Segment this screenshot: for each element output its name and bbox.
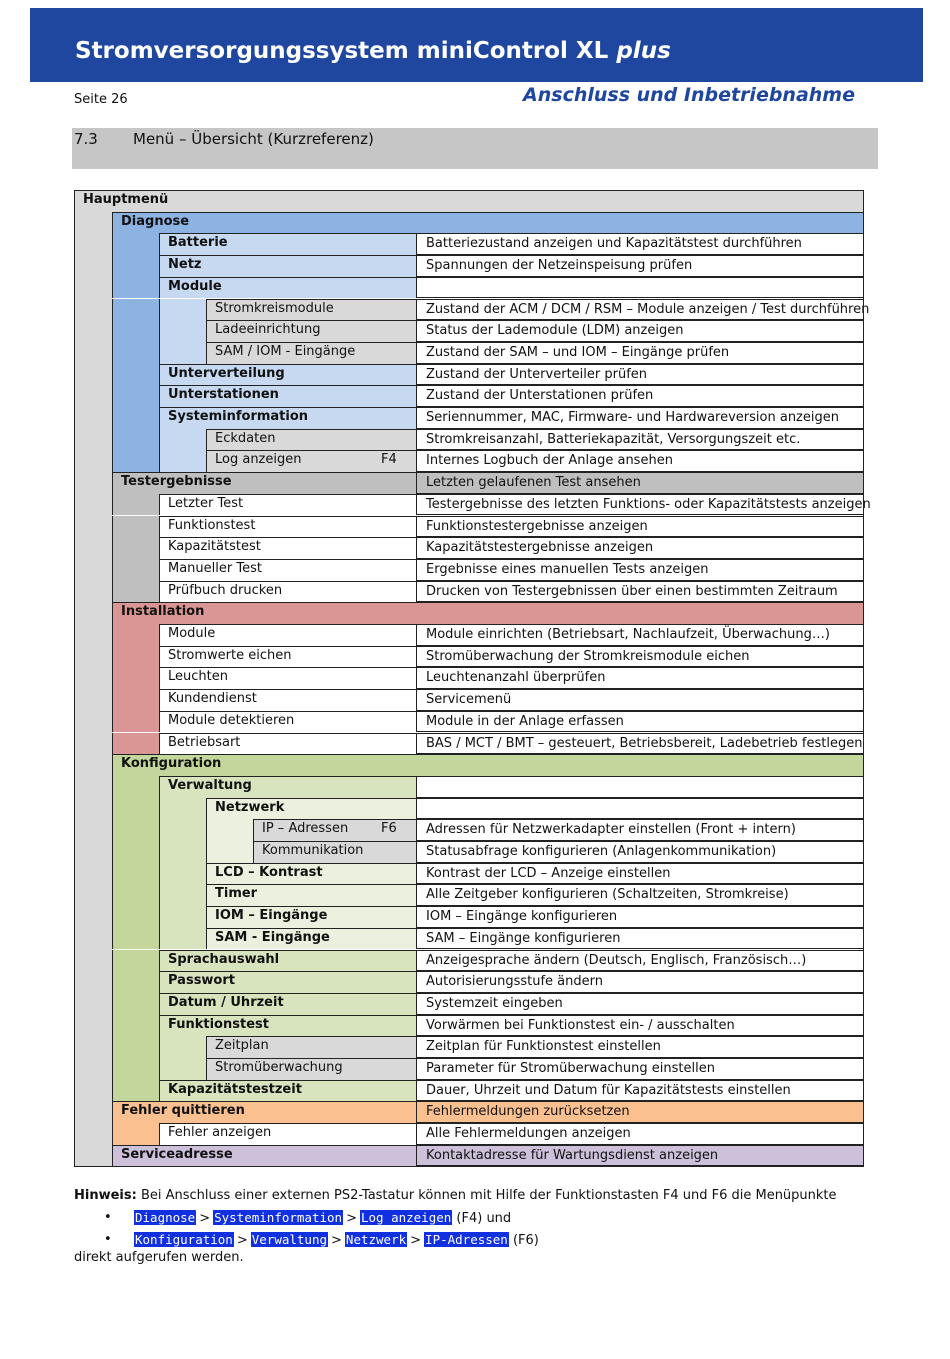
menu-item-label: Diagnose (121, 213, 190, 229)
path-separator: > (236, 1233, 248, 1248)
menu-row (74, 884, 864, 906)
menu-description: BAS / MCT / BMT – gesteuert, Betriebsbereit, Ladebetrieb festlegen (426, 735, 863, 751)
indent-bar (112, 342, 159, 364)
menu-row (74, 559, 864, 581)
indent-bar (112, 863, 159, 885)
menu-description-cell (416, 559, 864, 581)
menu-row (74, 190, 864, 212)
indent-bar (112, 993, 159, 1015)
menu-row (74, 364, 864, 386)
indent-bar (112, 711, 159, 733)
menu-description-cell (416, 776, 864, 798)
menu-description-cell (416, 1123, 864, 1145)
indent-bar (159, 819, 206, 841)
menu-item-label: Stromwerte eichen (168, 647, 292, 663)
menu-item-label: Testergebnisse (121, 474, 232, 490)
menu-label-cell (112, 754, 864, 776)
menu-row (74, 819, 864, 841)
menu-row (74, 624, 864, 646)
menu-description: Anzeigesprache ändern (Deutsch, Englisch, Französisch…) (426, 952, 807, 968)
path-separator: > (199, 1211, 211, 1226)
menu-item-label: Unterverteilung (168, 365, 285, 381)
section-title: Menü – Übersicht (Kurzreferenz) (133, 130, 374, 148)
path-separator: > (410, 1233, 422, 1248)
menu-description: Funktionstestergebnisse anzeigen (426, 518, 648, 534)
menu-label-cell (74, 190, 864, 212)
menu-description: Dauer, Uhrzeit und Datum für Kapazitätstests einstellen (426, 1082, 791, 1098)
menu-row (74, 754, 864, 776)
menu-item-label: Leuchten (168, 669, 228, 685)
indent-bar (112, 928, 159, 950)
menu-description: Parameter für Stromüberwachung einstellen (426, 1061, 715, 1076)
menu-row (74, 646, 864, 668)
menu-item-label: Kommunikation (262, 843, 364, 858)
menu-description-cell (416, 1015, 864, 1037)
menu-row (74, 233, 864, 255)
menu-item-label: IOM – Eingänge (215, 908, 328, 924)
menu-item-label: Kapazitätstestzeit (168, 1081, 302, 1097)
menu-row (74, 841, 864, 863)
indent-bar (112, 537, 159, 559)
menu-description-cell (416, 1058, 864, 1080)
path-link-log-anzeigen[interactable]: Log anzeigen (360, 1210, 452, 1225)
indent-bar (159, 299, 206, 321)
path-suffix: (F4) und (456, 1211, 512, 1226)
menu-description-cell (416, 667, 864, 689)
menu-item-label: Fehler quittieren (121, 1103, 245, 1119)
menu-row (74, 429, 864, 451)
menu-row (74, 798, 864, 820)
menu-item-label: Systeminformation (168, 409, 309, 424)
menu-description: Alle Zeitgeber konfigurieren (Schaltzeiten, Stromkreise) (426, 887, 789, 903)
indent-bar (112, 581, 159, 603)
menu-description-cell (416, 711, 864, 733)
menu-row (74, 928, 864, 950)
indent-bar (112, 1058, 159, 1080)
menu-description-cell (416, 733, 864, 755)
menu-description: Zustand der Unterverteiler prüfen (426, 366, 648, 382)
indent-bar (159, 450, 206, 472)
menu-row (74, 711, 864, 733)
indent-bar (112, 819, 159, 841)
indent-bar (112, 841, 159, 863)
menu-row (74, 581, 864, 603)
indent-bar (112, 299, 159, 321)
menu-row (74, 1015, 864, 1037)
menu-item-label: Log anzeigen (215, 452, 302, 468)
menu-description: Status der Lademodule (LDM) anzeigen (426, 323, 684, 339)
menu-item-label: Letzter Test (168, 495, 244, 511)
menu-row (74, 407, 864, 429)
menu-row (74, 385, 864, 407)
note-paragraph (74, 1188, 837, 1203)
indent-bar (159, 429, 206, 451)
indent-bar (112, 667, 159, 689)
indent-bar (112, 320, 159, 342)
menu-item-label: Funktionstest (168, 1016, 269, 1032)
menu-row (74, 689, 864, 711)
header-banner (30, 8, 923, 82)
path-link-konfiguration[interactable]: Konfiguration (135, 1232, 233, 1247)
indent-bar (112, 1080, 159, 1102)
menu-description: Zustand der SAM – und IOM – Eingänge prüfen (426, 344, 730, 360)
indent-bar (112, 277, 159, 299)
indent-bar (159, 342, 206, 364)
menu-item-label: Unterstationen (168, 387, 279, 403)
menu-item-label: Hauptmenü (83, 192, 169, 207)
menu-description: Module einrichten (Betriebsart, Nachlaufzeit, Überwachung…) (426, 627, 830, 642)
indent-bar (112, 233, 159, 255)
path-link-verwaltung[interactable]: Verwaltung (251, 1232, 328, 1247)
indent-bar (112, 1123, 159, 1145)
menu-description-cell (416, 255, 864, 277)
document-title: Stromversorgungssystem miniControl XL plus (75, 38, 671, 64)
section-heading (72, 128, 878, 169)
menu-item-label: Zeitplan (215, 1038, 269, 1054)
shortcut-path-f4 (134, 1210, 511, 1226)
menu-item-label: Prüfbuch drucken (168, 582, 283, 598)
menu-description-cell (416, 906, 864, 928)
menu-description-cell (416, 798, 864, 820)
menu-row (74, 863, 864, 885)
menu-row (74, 494, 871, 516)
menu-description: Autorisierungsstufe ändern (426, 974, 603, 990)
section-number: 7.3 (74, 130, 98, 148)
indent-bar (112, 906, 159, 928)
menu-description: Statusabfrage konfigurieren (Anlagenkommunikation) (426, 844, 777, 859)
bullet-2: • (104, 1232, 112, 1247)
menu-row (74, 516, 864, 538)
indent-bar (112, 407, 159, 429)
menu-row (74, 212, 864, 234)
menu-description: Zustand der Unterstationen prüfen (426, 388, 654, 404)
menu-item-label: Sprachauswahl (168, 951, 280, 967)
menu-label-cell (112, 212, 864, 234)
menu-description: Testergebnisse des letzten Funktions- oder Kapazitätstests anzeigen (426, 496, 871, 512)
function-key-label: F6 (381, 821, 397, 837)
menu-description: Kapazitätstestergebnisse anzeigen (426, 540, 654, 556)
menu-description-cell (416, 863, 864, 885)
menu-label-cell (112, 602, 864, 624)
indent-bar (159, 906, 206, 928)
indent-bar (159, 798, 206, 820)
indent-bar (112, 429, 159, 451)
indent-bar (159, 320, 206, 342)
menu-row (74, 320, 864, 342)
menu-item-label: Datum / Uhrzeit (168, 994, 284, 1010)
menu-description-cell (416, 689, 864, 711)
menu-overview-table (74, 190, 871, 1167)
indent-bar (112, 385, 159, 407)
menu-row (74, 472, 864, 494)
indent-bar (112, 733, 159, 755)
menu-description: Batteriezustand anzeigen und Kapazitätstest durchführen (426, 236, 802, 252)
menu-item-label: Batterie (168, 235, 228, 251)
menu-row (74, 1123, 864, 1145)
menu-row (74, 971, 864, 993)
indent-bar (159, 863, 206, 885)
path-separator: > (331, 1233, 342, 1248)
bullet-1: • (104, 1210, 112, 1225)
menu-description: Letzten gelaufenen Test ansehen (426, 475, 641, 491)
menu-description: Zeitplan für Funktionstest einstellen (426, 1039, 661, 1055)
menu-row (74, 602, 864, 624)
menu-description: Vorwärmen bei Funktionstest ein- / ausschalten (426, 1017, 735, 1033)
menu-item-label: Ladeeinrichtung (215, 322, 321, 338)
menu-description-cell (416, 385, 864, 407)
note-text: Bei Anschluss einer externen PS2-Tastatur können mit Hilfe der Funktionstasten F4 und F6 die Menüpunkte (140, 1188, 837, 1203)
menu-description: Kontaktadresse für Wartungsdienst anzeigen (426, 1147, 719, 1163)
path-suffix: (F6) (512, 1233, 539, 1248)
page-number: Seite 26 (74, 92, 128, 107)
menu-item-label: Fehler anzeigen (168, 1125, 272, 1141)
menu-description: Zustand der ACM / DCM / RSM – Module anzeigen / Test durchführen (426, 301, 870, 317)
indent-bar (112, 798, 159, 820)
menu-description: Leuchtenanzahl überprüfen (426, 670, 606, 686)
chapter-title: Anschluss und Inbetriebnahme (523, 84, 855, 106)
indent-bar (159, 841, 206, 863)
menu-row (74, 277, 864, 299)
menu-description-cell (416, 581, 864, 603)
menu-description: Spannungen der Netzeinspeisung prüfen (426, 258, 693, 274)
menu-row (74, 1058, 864, 1080)
menu-description: Stromüberwachung der Stromkreismodule eichen (426, 648, 750, 664)
menu-description-cell (416, 884, 864, 906)
menu-description: Alle Fehlermeldungen anzeigen (426, 1126, 631, 1142)
menu-description: Kontrast der LCD – Anzeige einstellen (426, 865, 671, 881)
menu-row (74, 950, 864, 972)
menu-description: Ergebnisse eines manuellen Tests anzeigen (426, 561, 709, 577)
menu-description-cell (416, 1080, 864, 1102)
menu-item-label: Netz (168, 257, 202, 273)
path-link-netzwerk[interactable]: Netzwerk (345, 1232, 407, 1247)
menu-item-label: Kundendienst (168, 691, 257, 707)
menu-description: Stromkreisanzahl, Batteriekapazität, Versorgungszeit etc. (426, 431, 801, 447)
menu-item-label: Betriebsart (168, 734, 241, 750)
menu-description-cell (416, 841, 864, 863)
menu-row (74, 299, 870, 321)
menu-row (74, 667, 864, 689)
menu-item-label: Serviceadresse (121, 1146, 233, 1162)
note-closing: direkt aufgerufen werden. (74, 1250, 244, 1265)
menu-description-cell (416, 624, 864, 646)
path-link-ip-adressen[interactable]: IP-Adressen (425, 1232, 508, 1247)
menu-description-cell (416, 1101, 864, 1123)
menu-item-label: Kapazitätstest (168, 539, 261, 555)
menu-description: Systemzeit eingeben (426, 995, 563, 1011)
menu-row (74, 255, 864, 277)
menu-item-label: Passwort (168, 973, 235, 989)
indent-bar (112, 450, 159, 472)
path-link-systeminformation[interactable]: Systeminformation (214, 1210, 343, 1225)
menu-description: Seriennummer, MAC, Firmware- und Hardwareversion anzeigen (426, 410, 839, 425)
menu-item-label: IP – Adressen (262, 821, 349, 837)
indent-bar (206, 819, 253, 841)
menu-description: Module in der Anlage erfassen (426, 713, 624, 729)
menu-description: Drucken von Testergebnissen über einen bestimmten Zeitraum (426, 583, 838, 599)
menu-item-label: SAM / IOM - Eingänge (215, 343, 356, 359)
menu-description-cell (416, 928, 864, 950)
menu-description-cell (416, 429, 864, 451)
menu-item-label: Module (168, 278, 222, 294)
indent-bar (112, 776, 159, 798)
menu-description-cell (416, 516, 864, 538)
indent-bar (112, 950, 159, 972)
indent-bar (112, 364, 159, 386)
menu-item-label: Netzwerk (215, 799, 285, 815)
menu-description-cell (416, 1036, 864, 1058)
indent-bar (206, 841, 253, 863)
indent-bar (112, 971, 159, 993)
indent-bar (159, 928, 206, 950)
menu-row (74, 450, 864, 472)
menu-description-cell (416, 342, 864, 364)
indent-bar (112, 255, 159, 277)
menu-description-cell (416, 277, 864, 299)
menu-description: Fehlermeldungen zurücksetzen (426, 1104, 630, 1120)
indent-bar (112, 559, 159, 581)
menu-description-cell (416, 819, 864, 841)
indent-bar (112, 516, 159, 538)
menu-item-label: Module (168, 626, 216, 641)
menu-row (74, 537, 864, 559)
path-link-diagnose[interactable]: Diagnose (135, 1210, 196, 1225)
menu-item-label: Funktionstest (168, 517, 256, 533)
menu-item-label: LCD – Kontrast (215, 864, 323, 880)
menu-item-label: Installation (121, 604, 205, 620)
menu-description: IOM – Eingänge konfigurieren (426, 909, 618, 925)
menu-description-cell (416, 1145, 864, 1167)
indent-bar (112, 884, 159, 906)
function-key-label: F4 (381, 452, 397, 468)
menu-description: Servicemenü (426, 692, 512, 708)
menu-row (74, 342, 864, 364)
indent-bar (112, 624, 159, 646)
menu-row (74, 1036, 864, 1058)
menu-description-cell (416, 233, 864, 255)
menu-item-label: Manueller Test (168, 560, 262, 576)
indent-bar (112, 494, 159, 516)
menu-row (74, 993, 864, 1015)
menu-row (74, 776, 864, 798)
menu-description-cell (416, 646, 864, 668)
menu-row (74, 1145, 864, 1167)
menu-row (74, 906, 864, 928)
menu-row (74, 1080, 864, 1102)
menu-item-label: Konfiguration (121, 756, 222, 772)
menu-description-cell (416, 537, 864, 559)
menu-description-cell (416, 299, 870, 321)
menu-row (74, 1101, 864, 1123)
menu-description-cell (416, 494, 871, 516)
menu-item-label: Stromkreismodule (215, 300, 334, 316)
menu-description: Adressen für Netzwerkadapter einstellen (Front + intern) (426, 822, 796, 838)
menu-item-label: Stromüberwachung (215, 1060, 343, 1075)
menu-item-label: Timer (215, 886, 258, 902)
indent-bar (112, 1015, 159, 1037)
indent-bar (112, 646, 159, 668)
menu-description-cell (416, 950, 864, 972)
indent-bar (112, 689, 159, 711)
indent-bar (112, 1036, 159, 1058)
menu-item-label: SAM - Eingänge (215, 929, 330, 945)
menu-description-cell (416, 450, 864, 472)
indent-bar (159, 884, 206, 906)
menu-item-label: Verwaltung (168, 777, 252, 793)
shortcut-path-f6 (134, 1232, 539, 1248)
path-separator: > (346, 1211, 357, 1226)
menu-description-cell (416, 971, 864, 993)
menu-description-cell (416, 320, 864, 342)
menu-description-cell (416, 472, 864, 494)
note-label: Hinweis: (74, 1188, 137, 1203)
indent-bar (159, 1058, 206, 1080)
menu-item-label: Module detektieren (168, 712, 295, 728)
menu-description: SAM – Eingänge konfigurieren (426, 930, 621, 946)
menu-description-cell (416, 407, 864, 429)
indent-bar (159, 1036, 206, 1058)
menu-description-cell (416, 364, 864, 386)
menu-row (74, 733, 864, 755)
menu-description: Internes Logbuch der Anlage ansehen (426, 453, 673, 469)
menu-description-cell (416, 993, 864, 1015)
menu-item-label: Eckdaten (215, 430, 276, 446)
